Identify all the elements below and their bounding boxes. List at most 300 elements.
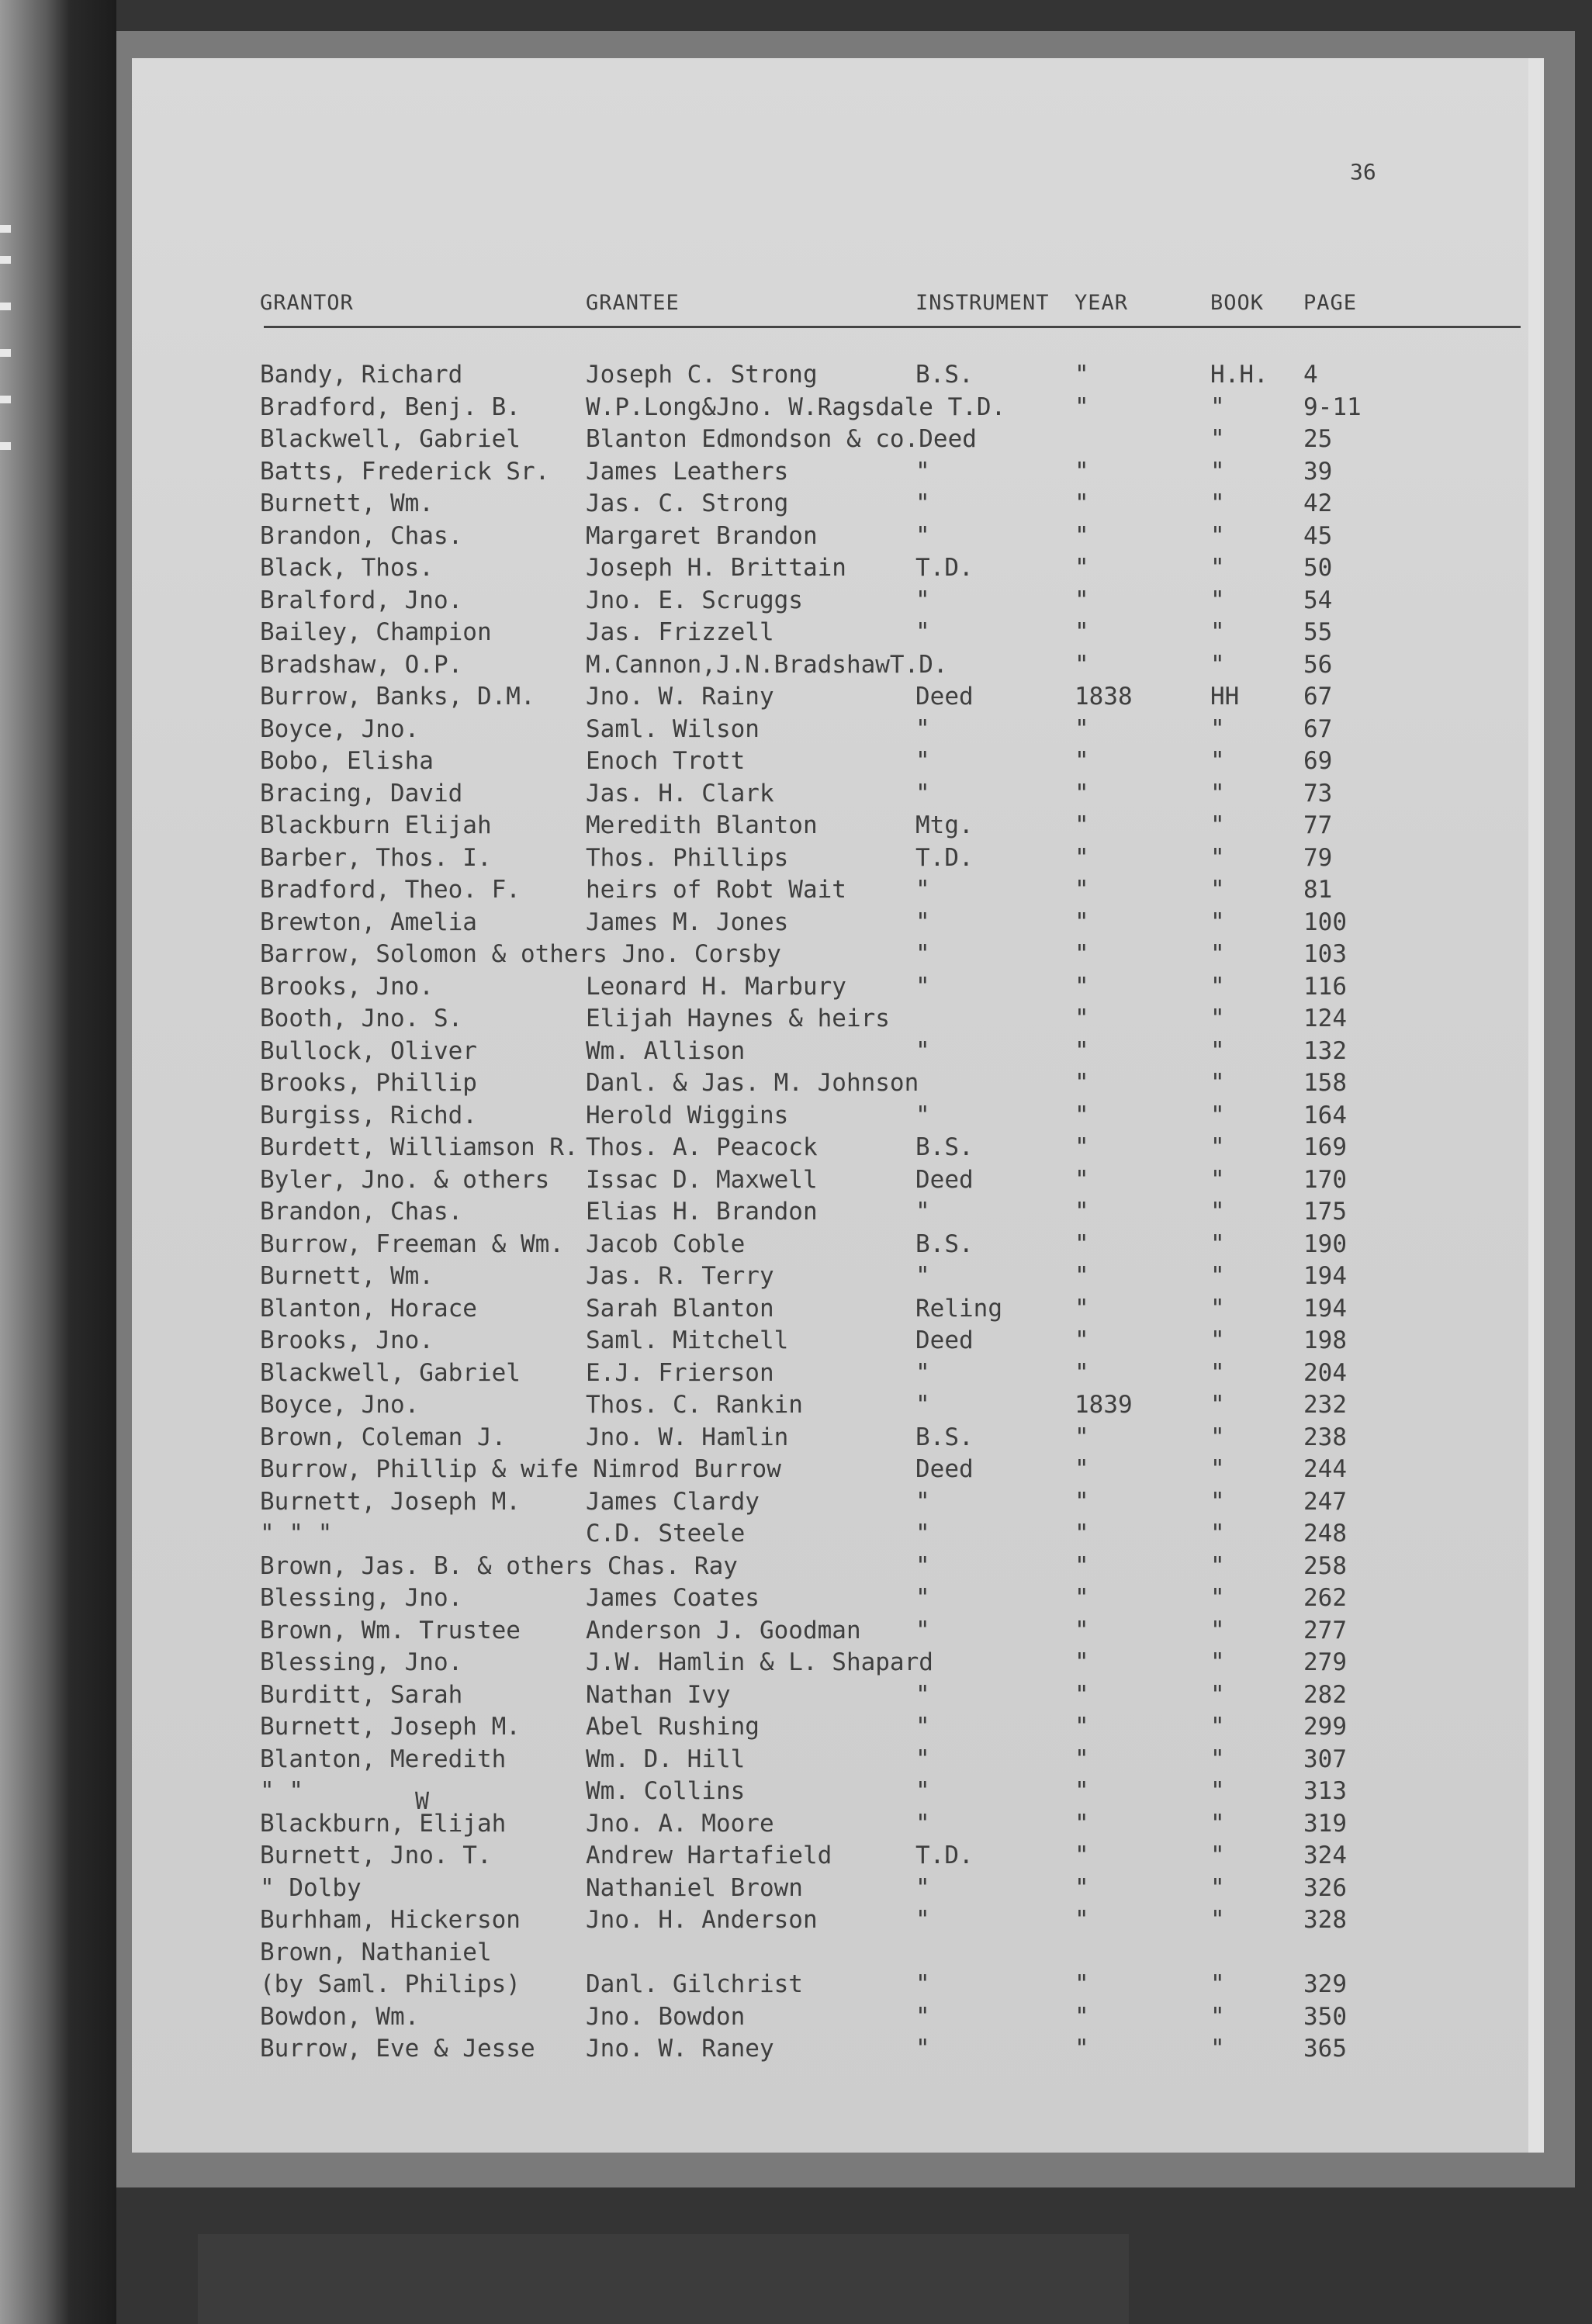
row-grantor: Bullock, Oliver [260, 1036, 477, 1065]
ledger-row [132, 973, 1528, 1005]
ledger-row [132, 2035, 1528, 2067]
row-instrument: Deed [915, 1326, 974, 1354]
row-page: 158 [1303, 1069, 1347, 1097]
row-year: " [1075, 1520, 1089, 1548]
row-book: " [1210, 1745, 1225, 1773]
row-book: " [1210, 1455, 1225, 1483]
row-book: " [1210, 2035, 1225, 2063]
row-grantee: Jno. A. Moore [586, 1809, 774, 1838]
row-year: " [1075, 1262, 1089, 1290]
row-page: 277 [1303, 1616, 1347, 1644]
row-grantor: Burnett, Jno. T. [260, 1842, 492, 1869]
row-instrument: " [915, 1873, 930, 1902]
row-year: " [1075, 1165, 1089, 1194]
ledger-row [132, 1166, 1528, 1198]
row-instrument: " [915, 1520, 930, 1548]
row-instrument: Deed [915, 683, 974, 711]
row-instrument: " [915, 779, 930, 808]
row-book: " [1210, 908, 1225, 936]
row-grantor: Bralford, Jno. [260, 586, 463, 614]
row-grantor: Blessing, Jno. [260, 1648, 463, 1676]
row-year: " [1075, 361, 1089, 389]
row-grantor: Bracing, David [260, 779, 463, 808]
row-book: " [1210, 1326, 1225, 1354]
row-grantor: Burnett, Wm. [260, 1262, 434, 1290]
row-page: 4 [1303, 361, 1318, 389]
row-book: " [1210, 618, 1225, 646]
ledger-row [132, 1810, 1528, 1842]
row-page: 25 [1303, 425, 1333, 453]
row-grantor: (by Saml. Philips) [260, 1970, 521, 1998]
ledger-row [132, 1842, 1528, 1874]
row-page: 299 [1303, 1713, 1347, 1741]
row-instrument: " [915, 747, 930, 775]
row-year: " [1075, 1842, 1089, 1869]
row-grantor: Boyce, Jno. [260, 714, 420, 743]
ledger-row [132, 1295, 1528, 1327]
row-grantor: Brown, Coleman J. [260, 1423, 507, 1451]
row-grantee: Thos. A. Peacock [586, 1133, 818, 1161]
row-year: " [1075, 1326, 1089, 1354]
row-grantee: Jno. H. Anderson [586, 1906, 818, 1934]
row-year: " [1075, 972, 1089, 1001]
row-page: 9-11 [1303, 393, 1362, 421]
row-grantee: Nathaniel Brown [586, 1873, 803, 1902]
row-book: " [1210, 843, 1225, 872]
row-year: " [1075, 908, 1089, 936]
row-book: " [1210, 1487, 1225, 1516]
row-book: " [1210, 714, 1225, 743]
row-grantor: Blessing, Jno. [260, 1584, 463, 1612]
row-page: 116 [1303, 972, 1347, 1001]
row-book: " [1210, 650, 1225, 679]
header-book: BOOK [1210, 291, 1265, 315]
row-grantee: Jno. W. Raney [586, 2035, 774, 2063]
row-page: 194 [1303, 1294, 1347, 1323]
row-book: " [1210, 1005, 1225, 1032]
row-year: " [1075, 876, 1089, 904]
row-year: " [1075, 2035, 1089, 2063]
row-book: " [1210, 521, 1225, 550]
row-year: " [1075, 1713, 1089, 1741]
row-page: 164 [1303, 1101, 1347, 1129]
row-instrument: " [915, 714, 930, 743]
row-instrument: " [915, 940, 930, 968]
row-book: " [1210, 972, 1225, 1001]
row-page: 194 [1303, 1262, 1347, 1290]
row-page: 77 [1303, 811, 1333, 839]
row-grantee: Joseph H. Brittain [586, 554, 846, 582]
row-year: " [1075, 1229, 1089, 1258]
ledger-row [132, 1069, 1528, 1101]
row-grantee: Jno. Bowdon [586, 2002, 746, 2031]
row-grantee: Thos. Phillips [586, 843, 789, 872]
row-book: " [1210, 1648, 1225, 1676]
row-page: 79 [1303, 843, 1333, 872]
row-grantee: Jno. E. Scruggs [586, 586, 803, 614]
row-instrument: Deed [915, 1455, 974, 1483]
row-grantee: Danl. & Jas. M. Johnson [586, 1069, 919, 1097]
row-year: " [1075, 1358, 1089, 1387]
row-instrument: " [915, 1970, 930, 1998]
row-year: " [1075, 1584, 1089, 1612]
ledger-row [132, 1938, 1528, 1971]
ledger-page [132, 58, 1544, 2153]
row-book: " [1210, 1133, 1225, 1161]
row-page: 365 [1303, 2035, 1347, 2063]
row-year: " [1075, 1455, 1089, 1483]
header-instrument: INSTRUMENT [915, 291, 1050, 315]
row-instrument: Deed [915, 1165, 974, 1194]
row-book: " [1210, 425, 1225, 453]
row-grantee: Abel Rushing [586, 1713, 760, 1741]
row-page: 324 [1303, 1842, 1347, 1869]
row-year: " [1075, 1680, 1089, 1709]
row-grantor: Booth, Jno. S. [260, 1005, 463, 1032]
row-page: 50 [1303, 554, 1333, 582]
row-page: 170 [1303, 1165, 1347, 1194]
row-page: 69 [1303, 747, 1333, 775]
row-instrument: Mtg. [915, 811, 974, 839]
row-instrument: B.S. [915, 1229, 974, 1258]
ledger-row [132, 425, 1528, 458]
row-page: 350 [1303, 2002, 1347, 2031]
ledger-row [132, 586, 1528, 619]
row-book: " [1210, 1906, 1225, 1934]
row-book: " [1210, 1616, 1225, 1644]
row-grantor: Blackburn Elijah [260, 811, 492, 839]
row-grantor: Bobo, Elisha [260, 747, 434, 775]
header-rule [264, 326, 1521, 328]
row-page: 124 [1303, 1005, 1347, 1032]
row-grantor: Blanton, Meredith [260, 1745, 507, 1773]
row-book: " [1210, 747, 1225, 775]
row-year: " [1075, 521, 1089, 550]
ledger-row [132, 1874, 1528, 1907]
header-grantee: GRANTEE [586, 291, 680, 315]
row-grantor: Batts, Frederick Sr. [260, 457, 550, 486]
row-instrument: " [915, 1198, 930, 1226]
row-year: " [1075, 1198, 1089, 1226]
row-grantor: Burhham, Hickerson [260, 1906, 521, 1934]
row-page: 81 [1303, 876, 1333, 904]
row-year: " [1075, 1970, 1089, 1998]
row-book: " [1210, 1101, 1225, 1129]
ledger-row [132, 1552, 1528, 1585]
row-book: " [1210, 1423, 1225, 1451]
ledger-row [132, 908, 1528, 941]
row-instrument: " [915, 1358, 930, 1387]
row-page: 279 [1303, 1648, 1347, 1676]
row-page: 238 [1303, 1423, 1347, 1451]
row-book: " [1210, 457, 1225, 486]
row-grantor: Bradford, Benj. B. [260, 393, 521, 421]
row-book: " [1210, 1262, 1225, 1290]
ledger-row [132, 1230, 1528, 1263]
row-instrument: T.D. [915, 1842, 974, 1869]
row-book: " [1210, 1294, 1225, 1323]
ledger-row [132, 876, 1528, 908]
row-grantor: Bailey, Champion [260, 618, 492, 646]
row-grantor: Brooks, Jno. [260, 1326, 434, 1354]
row-book: " [1210, 1680, 1225, 1709]
row-grantee: Saml. Mitchell [586, 1326, 789, 1354]
row-instrument: " [915, 521, 930, 550]
row-page: 56 [1303, 650, 1333, 679]
row-page: 328 [1303, 1906, 1347, 1934]
ledger-row [132, 1777, 1528, 1810]
ledger-row [132, 1391, 1528, 1423]
row-grantee: Blanton Edmondson & co.Deed [586, 425, 977, 453]
ledger-rows [132, 361, 1528, 2067]
row-grantee: James M. Jones [586, 908, 789, 936]
row-grantor: Burgiss, Richd. [260, 1101, 477, 1129]
row-grantee: Jas. R. Terry [586, 1262, 774, 1290]
row-grantor: Boyce, Jno. [260, 1391, 420, 1419]
row-grantee: Elias H. Brandon [586, 1198, 818, 1226]
row-grantor: Black, Thos. [260, 554, 434, 582]
ledger-row [132, 811, 1528, 844]
row-instrument: " [915, 1262, 930, 1290]
ledger-row [132, 1584, 1528, 1617]
ledger-row [132, 651, 1528, 683]
row-grantor: Bradshaw, O.P. [260, 650, 463, 679]
ledger-row [132, 1101, 1528, 1134]
row-book: H.H. [1210, 361, 1268, 389]
row-grantor: Brooks, Phillip [260, 1069, 477, 1097]
row-instrument: " [915, 489, 930, 517]
row-book: " [1210, 393, 1225, 421]
row-grantee: Jas. C. Strong [586, 489, 789, 517]
row-grantee: Wm. Collins [586, 1777, 746, 1805]
row-year: " [1075, 843, 1089, 872]
row-year: " [1075, 2002, 1089, 2031]
row-page: 42 [1303, 489, 1333, 517]
row-grantor: Blackwell, Gabriel [260, 425, 521, 453]
ledger-row [132, 683, 1528, 715]
row-year: " [1075, 940, 1089, 968]
row-page: 204 [1303, 1358, 1347, 1387]
row-book: " [1210, 586, 1225, 614]
row-grantee: Meredith Blanton [586, 811, 818, 839]
ledger-row [132, 458, 1528, 490]
row-grantor: Bowdon, Wm. [260, 2002, 420, 2031]
row-year: " [1075, 1777, 1089, 1805]
row-book: " [1210, 940, 1225, 968]
row-grantee: James Coates [586, 1584, 760, 1612]
row-year: " [1075, 1745, 1089, 1773]
row-grantor: Blackwell, Gabriel [260, 1358, 521, 1387]
row-instrument: Reling [915, 1294, 1002, 1323]
row-year: " [1075, 1906, 1089, 1934]
ledger-row [132, 1906, 1528, 1938]
ledger-row [132, 1359, 1528, 1392]
row-grantor: Brewton, Amelia [260, 908, 477, 936]
row-grantee: Danl. Gilchrist [586, 1970, 803, 1998]
ledger-row [132, 1198, 1528, 1230]
row-instrument: " [915, 2035, 930, 2063]
row-year: " [1075, 1036, 1089, 1065]
row-year: " [1075, 457, 1089, 486]
row-page: 247 [1303, 1487, 1347, 1516]
row-year: " [1075, 1069, 1089, 1097]
row-book: " [1210, 1842, 1225, 1869]
row-year: " [1075, 747, 1089, 775]
row-grantor: Bandy, Richard [260, 361, 463, 389]
row-grantee: Enoch Trott [586, 747, 746, 775]
ledger-row [132, 844, 1528, 877]
row-page: 55 [1303, 618, 1333, 646]
row-instrument: B.S. [915, 1423, 974, 1451]
row-grantee: Elijah Haynes & heirs [586, 1005, 890, 1032]
row-grantor: Brandon, Chas. [260, 521, 463, 550]
row-grantee: Issac D. Maxwell [586, 1165, 818, 1194]
row-book: " [1210, 1229, 1225, 1258]
row-year: " [1075, 1648, 1089, 1676]
ledger-row [132, 618, 1528, 651]
row-grantor: Brandon, Chas. [260, 1198, 463, 1226]
row-grantor: Byler, Jno. & others [260, 1165, 550, 1194]
row-book: " [1210, 1873, 1225, 1902]
row-page: 326 [1303, 1873, 1347, 1902]
row-instrument: " [915, 457, 930, 486]
ledger-row [132, 361, 1528, 393]
row-grantor: Burrow, Banks, D.M. [260, 683, 535, 711]
row-year: " [1075, 1101, 1089, 1129]
ledger-row [132, 1648, 1528, 1681]
row-page: 175 [1303, 1198, 1347, 1226]
row-grantor: Brown, Jas. B. & others Chas. Ray [260, 1551, 738, 1580]
row-grantor: " " [260, 1777, 303, 1805]
row-instrument: " [915, 1616, 930, 1644]
ledger-row [132, 747, 1528, 780]
ledger-row [132, 1423, 1528, 1456]
ledger-row [132, 1713, 1528, 1745]
row-grantor: " " " [260, 1520, 333, 1548]
row-instrument: " [915, 618, 930, 646]
row-grantee: W.P.Long&Jno. W.Ragsdale T.D. [586, 393, 1006, 421]
footer-mark: W [415, 1788, 430, 1815]
row-grantee: C.D. Steele [586, 1520, 746, 1548]
row-grantee: Wm. Allison [586, 1036, 746, 1065]
row-page: 169 [1303, 1133, 1347, 1161]
row-instrument: " [915, 972, 930, 1001]
row-instrument: " [915, 1906, 930, 1934]
row-year: 1839 [1075, 1391, 1133, 1419]
row-year: " [1075, 1294, 1089, 1323]
ledger-row [132, 1455, 1528, 1488]
row-grantee: Jno. W. Hamlin [586, 1423, 789, 1451]
row-page: 262 [1303, 1584, 1347, 1612]
row-page: 244 [1303, 1455, 1347, 1483]
row-book: " [1210, 1069, 1225, 1097]
row-grantee: Jas. H. Clark [586, 779, 774, 808]
row-year: " [1075, 393, 1089, 421]
ledger-row [132, 780, 1528, 812]
row-page: 73 [1303, 779, 1333, 808]
row-instrument: T.D. [915, 843, 974, 872]
row-instrument: " [915, 1680, 930, 1709]
row-grantee: Joseph C. Strong [586, 361, 818, 389]
row-instrument: " [915, 1777, 930, 1805]
row-grantor: Brooks, Jno. [260, 972, 434, 1001]
ledger-row [132, 1681, 1528, 1714]
row-book: " [1210, 1198, 1225, 1226]
row-grantee: Jno. W. Rainy [586, 683, 774, 711]
page-number: 36 [1350, 159, 1376, 185]
ledger-row [132, 1037, 1528, 1070]
row-instrument: " [915, 1551, 930, 1580]
row-book: " [1210, 1809, 1225, 1838]
row-page: 198 [1303, 1326, 1347, 1354]
row-year: " [1075, 1873, 1089, 1902]
ledger-row [132, 1326, 1528, 1359]
row-year: 1838 [1075, 683, 1133, 711]
row-grantee: Saml. Wilson [586, 714, 760, 743]
row-page: 39 [1303, 457, 1333, 486]
row-page: 282 [1303, 1680, 1347, 1709]
row-year: " [1075, 714, 1089, 743]
row-grantee: Nathan Ivy [586, 1680, 731, 1709]
row-page: 329 [1303, 1970, 1347, 1998]
row-instrument: " [915, 908, 930, 936]
row-instrument: " [915, 1101, 930, 1129]
row-grantor: Bradford, Theo. F. [260, 876, 521, 904]
row-year: " [1075, 811, 1089, 839]
row-grantee: heirs of Robt Wait [586, 876, 846, 904]
row-grantee: Jacob Coble [586, 1229, 746, 1258]
row-book: " [1210, 489, 1225, 517]
row-grantor: Burrow, Phillip & wife Nimrod Burrow [260, 1455, 781, 1483]
row-grantee: Herold Wiggins [586, 1101, 789, 1129]
row-year: " [1075, 1487, 1089, 1516]
row-grantee: James Clardy [586, 1487, 760, 1516]
ledger-row [132, 1262, 1528, 1295]
row-year: " [1075, 1133, 1089, 1161]
row-grantee: Wm. D. Hill [586, 1745, 746, 1773]
row-year: " [1075, 1551, 1089, 1580]
row-grantor: Burnett, Wm. [260, 489, 434, 517]
row-year: " [1075, 1423, 1089, 1451]
row-grantee: Anderson J. Goodman [586, 1616, 861, 1644]
row-book: " [1210, 2002, 1225, 2031]
row-year: " [1075, 618, 1089, 646]
header-grantor: GRANTOR [260, 291, 354, 315]
row-book: " [1210, 1970, 1225, 1998]
row-page: 54 [1303, 586, 1333, 614]
row-instrument: " [915, 586, 930, 614]
row-page: 313 [1303, 1777, 1347, 1805]
row-page: 232 [1303, 1391, 1347, 1419]
header-year: YEAR [1075, 291, 1129, 315]
row-grantor: Barber, Thos. I. [260, 843, 492, 872]
row-grantee: Jas. Frizzell [586, 618, 774, 646]
ledger-row [132, 489, 1528, 522]
row-grantee: James Leathers [586, 457, 789, 486]
row-book: " [1210, 1584, 1225, 1612]
ledger-row [132, 1488, 1528, 1520]
row-page: 319 [1303, 1809, 1347, 1838]
row-page: 67 [1303, 683, 1333, 711]
row-instrument: " [915, 1036, 930, 1065]
row-grantor: Burditt, Sarah [260, 1680, 463, 1709]
row-book: " [1210, 1520, 1225, 1548]
row-year: " [1075, 554, 1089, 582]
row-book: " [1210, 876, 1225, 904]
row-instrument: " [915, 876, 930, 904]
row-book: " [1210, 811, 1225, 839]
row-grantor: Burrow, Eve & Jesse [260, 2035, 535, 2063]
